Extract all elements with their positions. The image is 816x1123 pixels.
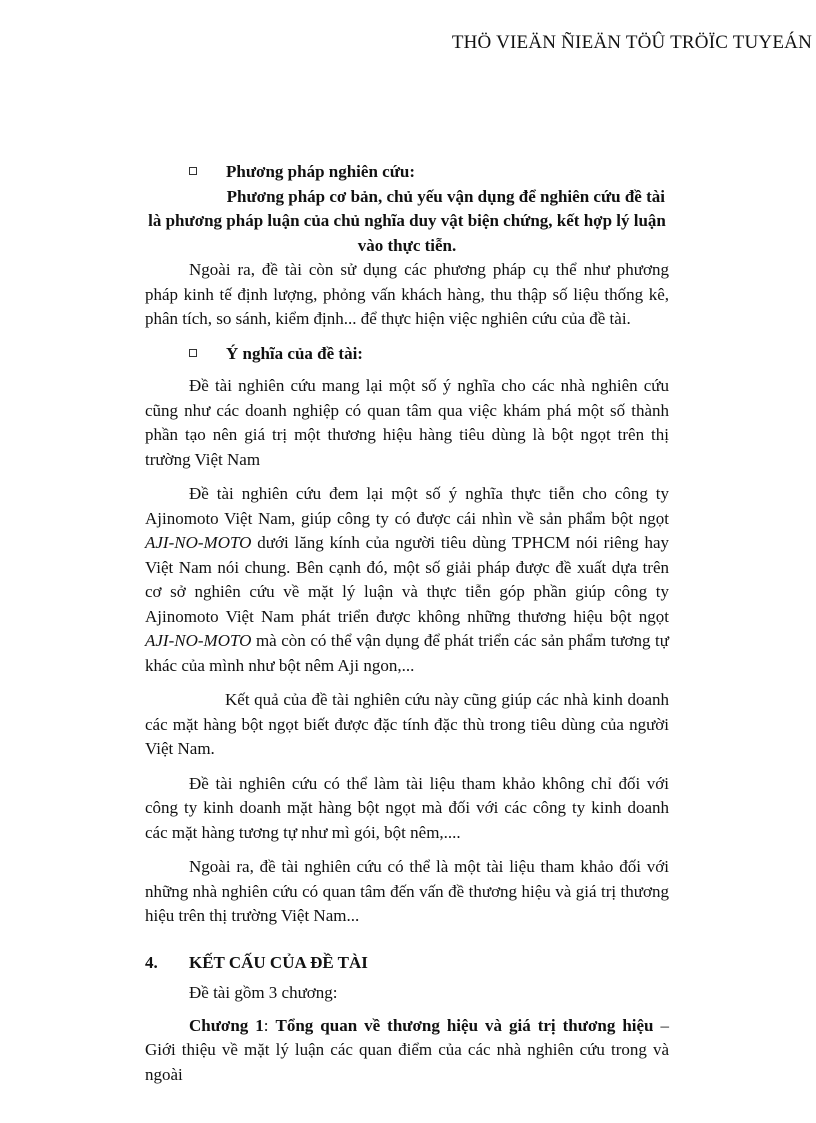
significance-paragraph-1: Đề tài nghiên cứu mang lại một số ý nghĩa cho các nhà nghiên cứu cũng như các doanh nghiệp có quan tâm qua việc khám phá một số thành phần tạo nên giá trị một thương hiệu hàng tiêu dùng là bột ngọt trên thị trường Việt Nam [145, 376, 669, 469]
brand-name: AJI-NO-MOTO [145, 533, 252, 552]
methods-bold-line2: là phương pháp luận của chủ nghĩa duy vật biện chứng, kết hợp lý luận vào thực tiễn. [148, 211, 666, 255]
significance-paragraph-5: Ngoài ra, đề tài nghiên cứu có thể là một tài liệu tham khảo đối với những nhà nghiên cứu có quan tâm đến vấn đề thương hiệu và giá trị thương hiệu trên thị trường Việt Nam... [145, 857, 669, 925]
methods-paragraph: Ngoài ra, đề tài còn sử dụng các phương pháp cụ thể như phương pháp kinh tế định lượng, phỏng vấn khách hàng, thu thập số liệu thống kê, phân tích, so sánh, kiểm định... để thực hiện việc nghiên cứu của đề tài. [145, 260, 669, 328]
brand-name: AJI-NO-MOTO [145, 631, 252, 650]
square-bullet-icon [189, 349, 197, 357]
significance-paragraph-3: Kết quả của đề tài nghiên cứu này cũng giúp các nhà kinh doanh các mặt hàng bột ngọt biết được đặc tính đặc thù trong tiêu dùng của người Việt Nam. [145, 690, 669, 758]
structure-intro: Đề tài gồm 3 chương: [189, 983, 338, 1002]
significance-heading [145, 342, 669, 367]
chapter-1-paragraph [145, 1014, 669, 1088]
para2-part-a: Đề tài nghiên cứu đem lại một số ý nghĩa thực tiễn cho công ty Ajinomoto Việt Nam, giúp công ty có được cái nhìn về sản phẩm bột ngọt [145, 484, 669, 528]
significance-paragraph-4: Đề tài nghiên cứu có thể làm tài liệu tham khảo không chỉ đối với công ty kinh doanh mặt hàng bột ngọt mà đối với các công ty kinh doanh các mặt hàng tương tự như mì gói, bột nêm,.... [145, 773, 669, 842]
methods-heading [145, 160, 669, 185]
document-body [145, 160, 669, 1097]
section-title: KẾT CẤU CỦA ĐỀ TÀI [189, 952, 368, 972]
methods-bold-line1: Phương pháp cơ bản, chủ yếu vận dụng để nghiên cứu đề tài [226, 186, 665, 206]
para2-part-c: mà còn có thể vận dụng để phát triển các sản phẩm tương tự khác của mình như bột nêm Aji ngon,... [145, 631, 669, 675]
para2-part-b: dưới lăng kính của người tiêu dùng TPHCM nói riêng hay Việt Nam nói chung. Bên cạnh đó, một số giải pháp được đề xuất dựa trên cơ sở nghiên cứu về mặt lý luận và thực tiễn góp phần giúp công ty Ajinomoto Việt Nam phát triển được không những thương hiệu bột ngọt [145, 533, 669, 626]
square-bullet-icon [189, 167, 197, 175]
chapter-1-separator: : [263, 1015, 276, 1035]
section-number: 4. [145, 952, 158, 972]
chapter-1-text: – Giới thiệu về mặt lý luận các quan điểm của các nhà nghiên cứu trong và ngoài [145, 1015, 669, 1084]
significance-heading-text: Ý nghĩa của đề tài: [226, 343, 363, 363]
significance-paragraph-2 [145, 482, 669, 678]
chapter-1-title: Tổng quan về thương hiệu và giá trị thương hiệu [275, 1015, 654, 1035]
section-heading [145, 951, 669, 976]
methods-heading-text: Phương pháp nghiên cứu: [226, 162, 416, 181]
chapter-1-label: Chương 1 [189, 1015, 264, 1035]
page-header-title: THÖ VIEÄN ÑIEÄN TÖÛ TRÖÏC TUYEÁN [451, 32, 812, 53]
methods-bold-statement [145, 185, 669, 259]
